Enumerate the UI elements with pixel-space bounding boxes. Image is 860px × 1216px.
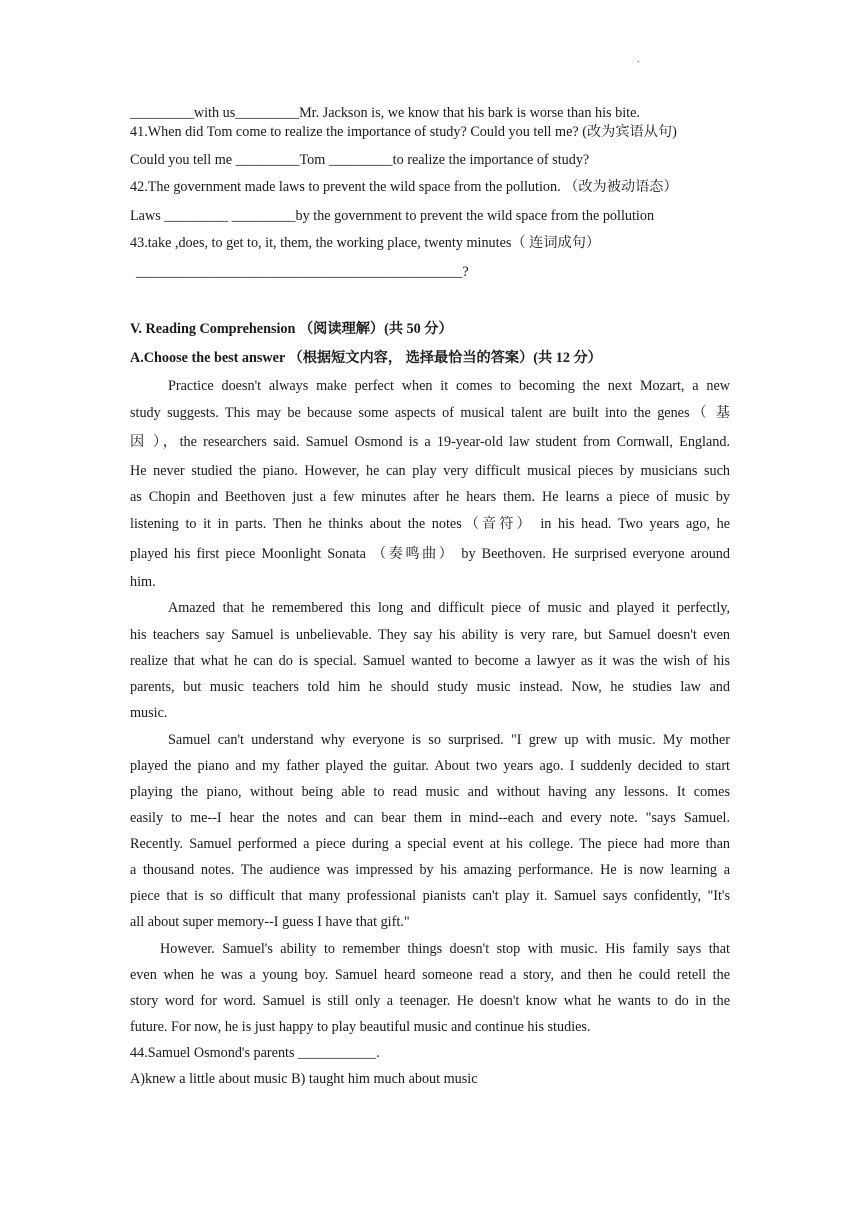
section-subtitle: A.Choose the best answer （根据短文内容， 选择最恰当的答案）(共 12 分） [130,350,602,366]
passage-p3-line: playing the piano, without being able to read music and without having any lessons. It comes [130,784,730,800]
passage-p2-line: Amazed that he remembered this long and difficult piece of music and played it perfectly, [168,600,730,616]
question-41: 41.When did Tom come to realize the importance of study? Could you tell me? (改为宾语从句) [130,124,677,140]
question-44: 44.Samuel Osmond's parents ___________. [130,1045,380,1061]
passage-p1-line: him. [130,574,156,590]
answer-41: Could you tell me _________Tom _________to realize the importance of study? [130,152,590,168]
passage-p2-line: parents, but music teachers told him he should study music instead. Now, he studies law and [130,679,730,695]
question-43: 43.take ,does, to get to, it, them, the working place, twenty minutes（ 连词成句） [130,235,601,251]
passage-p3-line: piece that is so difficult that many professional pianists can't play it. Samuel says confidently, "It's [130,888,730,904]
passage-p3-line: all about super memory--I guess I have that gift." [130,914,410,930]
question-44-options: A)knew a little about music B) taught him much about music [130,1071,478,1087]
passage-p1-line: played his first piece Moonlight Sonata （奏鸣曲） by Beethoven. He surprised everyone around [130,546,730,562]
exercise-40-line: _________with us_________Mr. Jackson is, we know that his bark is worse than his bite. [130,105,640,121]
question-42: 42.The government made laws to prevent the wild space from the pollution. （改为被动语态） [130,179,678,195]
passage-p1-line: as Chopin and Beethoven just a few minutes after he hears them. He learns a piece of music by [130,489,730,505]
header-dot-mark: . [637,54,640,65]
passage-p1-line: He never studied the piano. However, he can play very difficult musical pieces by musicians such [130,463,730,479]
passage-p2-line: music. [130,705,168,721]
passage-p4-line: story word for word. Samuel is still only a teenager. He doesn't know what he wants to do in the [130,993,730,1009]
answer-42: Laws _________ _________by the government to prevent the wild space from the pollution [130,208,655,224]
passage-p1-line: 因 ），the researchers said. Samuel Osmond is a 19-year-old law student from Cornwall, England. [130,434,730,450]
passage-p1-line: Practice doesn't always make perfect when it comes to becoming the next Mozart, a new [168,378,730,394]
passage-p3-line: easily to me--I hear the notes and can bear them in mind--each and every note. "says Samuel. [130,810,730,826]
passage-p3-line: played the piano and my father played the guitar. About two years ago. I suddenly decided to start [130,758,730,774]
section-title: V. Reading Comprehension （阅读理解）(共 50 分） [130,321,453,337]
passage-p3-line: a thousand notes. The audience was impressed by his amazing performance. He is now learning a [130,862,730,878]
passage-p2-line: realize that what he can do is special. Samuel wanted to become a lawyer as it was the wish of his [130,653,730,669]
passage-p3-line: Recently. Samuel performed a piece during a special event at his college. The piece had more than [130,836,730,852]
passage-p2-line: his teachers say Samuel is unbelievable. They say his ability is very rare, but Samuel doesn't even [130,627,730,643]
answer-43: ______________________________________________? [136,264,469,280]
passage-p4-line: However. Samuel's ability to remember things doesn't stop with music. His family says that [160,941,730,957]
passage-p4-line: even when he was a young boy. Samuel heard someone read a story, and then he could retell the [130,967,730,983]
passage-p4-line: future. For now, he is just happy to play beautiful music and continue his studies. [130,1019,591,1035]
passage-p1-line: listening to it in parts. Then he thinks about the notes（音符） in his head. Two years ago, he [130,516,730,532]
passage-p3-line: Samuel can't understand why everyone is so surprised. "I grew up with music. My mother [168,732,730,748]
passage-p1-line: study suggests. This may be because some aspects of musical talent are built into the genes（ 基 [130,405,730,421]
